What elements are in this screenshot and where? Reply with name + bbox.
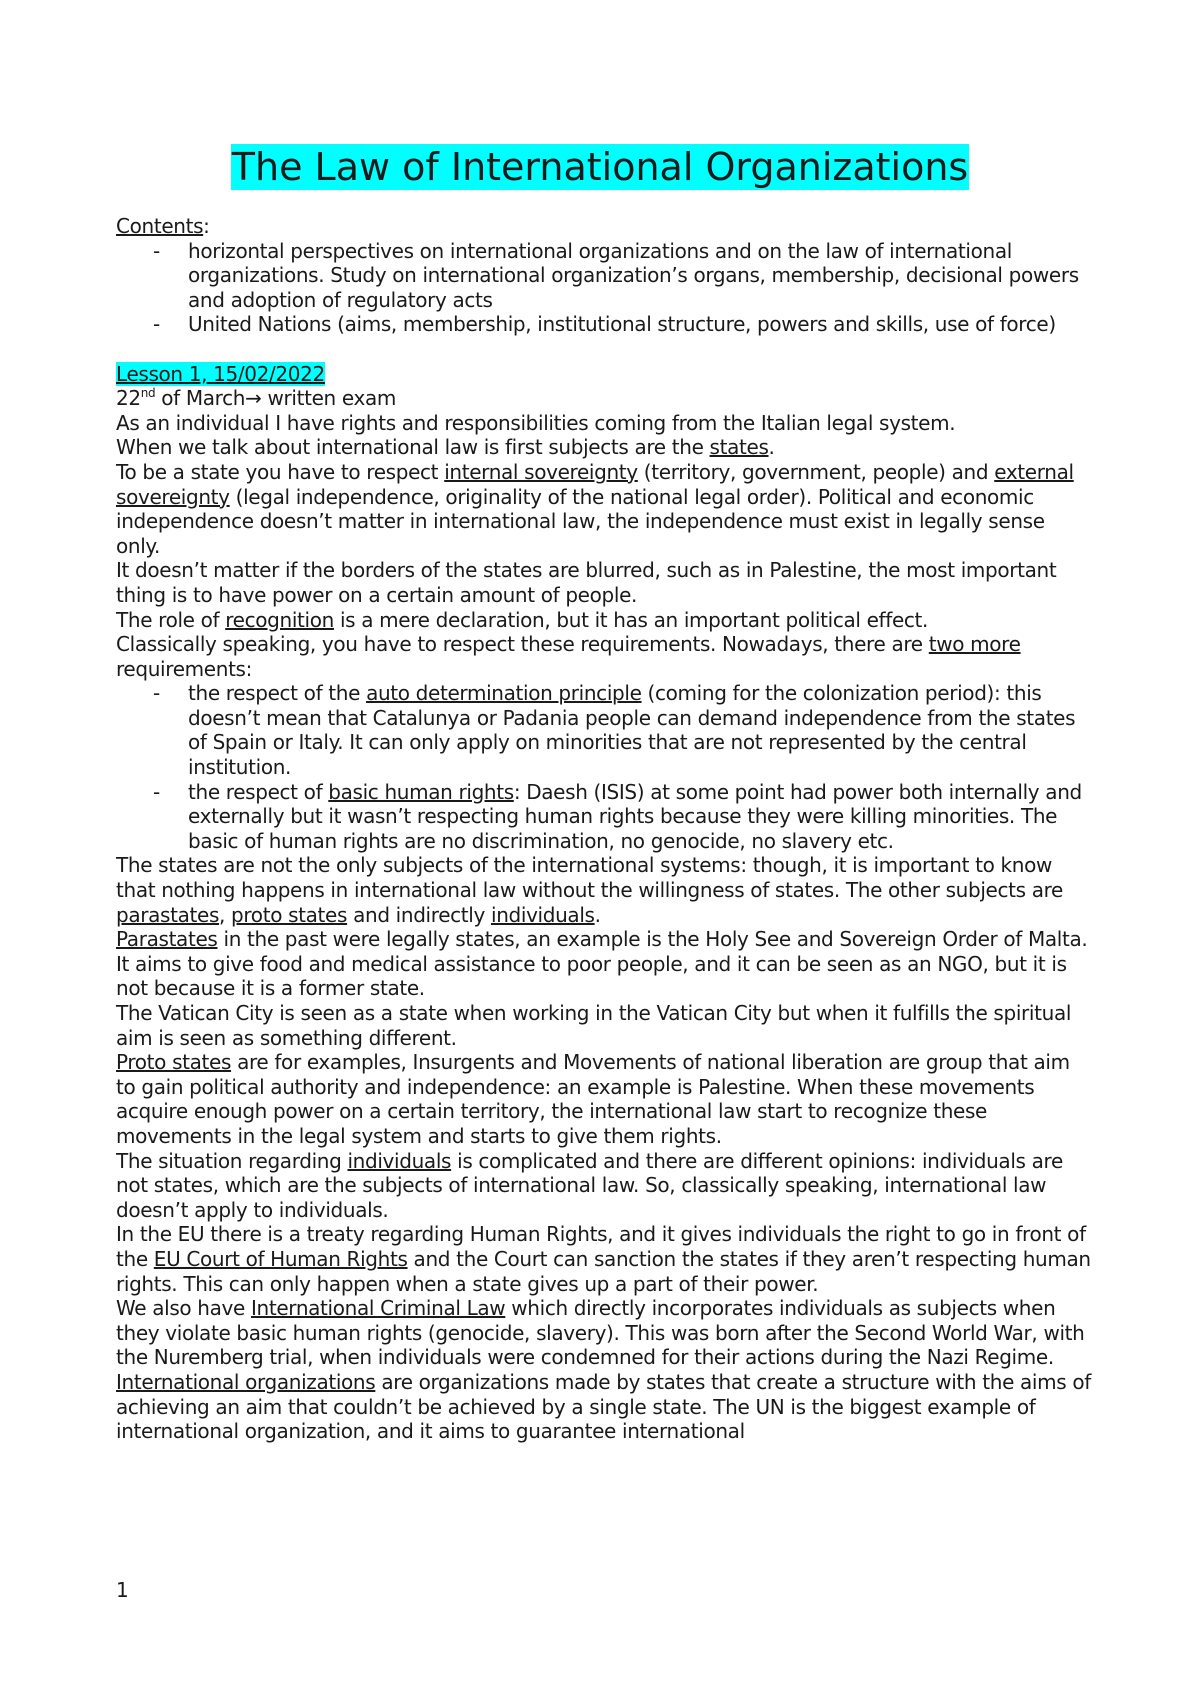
underlined-term: basic human rights [328, 779, 514, 804]
text-run: is complicated and there are different opinions: individuals are not states, which are the subjects of international law. So, classically speaking, international law doesn’t apply to individuals. [116, 1148, 1063, 1222]
list-item [116, 681, 1091, 779]
exam-text: of March→ written exam [155, 386, 396, 411]
text-run: and indirectly [347, 902, 491, 927]
list-item: - horizontal perspectives on international organizations and on the law of international organizations. Study on international organization’s organs, membership, decisional powers and adoption of regulatory acts [116, 239, 1091, 313]
text-run: The role of [116, 607, 226, 632]
text-run: In the EU there is a treaty regarding Human Rights, and it gives individuals the right to go in front of the [116, 1222, 1086, 1271]
paragraph-gap [116, 337, 1091, 362]
text-run: The situation regarding [116, 1148, 348, 1173]
paragraph [116, 435, 1091, 460]
text-run: and the Court can sanction the states if they aren’t respecting human rights. This can only happen when a state gives up a part of their power. [116, 1246, 1091, 1296]
underlined-term: Parastates [116, 927, 218, 952]
underlined-term: proto states [231, 902, 348, 927]
underlined-term: auto determination principle [366, 681, 642, 706]
underlined-term: Proto states [116, 1050, 232, 1075]
text-run: (coming for the colonization period): this doesn’t mean that Catalunya or Padania people can demand independence from the states of Spain or Italy. It can only apply on minorities that are not represented by the central institution. [188, 681, 1076, 780]
paragraph [116, 1050, 1091, 1148]
underlined-term: International Criminal Law [250, 1296, 506, 1321]
text-run: are for examples, Insurgents and Movements of national liberation are group that aim to gain political authority and independence: an example is Palestine. When these movements acquire enough power on a certain territory, the international law start to recognize these movements in the legal system and starts to give them rights. [116, 1050, 1070, 1148]
list-item [116, 780, 1091, 854]
underlined-term: recognition [225, 607, 334, 632]
text-run: , [219, 902, 232, 927]
text-run: Classically speaking, you have to respect these requirements. Nowadays, there are [116, 632, 929, 657]
exam-day-suffix: nd [140, 386, 156, 401]
title-wrapper [0, 144, 1200, 190]
text-run: When we talk about international law is first subjects are the [116, 435, 710, 460]
text-run: . [768, 435, 775, 460]
document-title: The Law of International Organizations [231, 145, 969, 189]
underlined-term: two more [928, 632, 1021, 657]
underlined-term: internal sovereignty [444, 459, 638, 484]
paragraph [116, 632, 1091, 681]
contents-list [116, 239, 1091, 337]
contents-heading-colon: : [203, 214, 210, 238]
document-body [116, 214, 1091, 1444]
paragraph [116, 460, 1091, 558]
underlined-term: individuals [347, 1148, 452, 1173]
text-run: is a mere declaration, but it has an important political effect. [333, 607, 929, 632]
text-run: (legal independence, originality of the national legal order). Political and economic independence doesn’t matter in international law, the independence must exist in legally sense only. [116, 484, 1045, 558]
paragraph [116, 1296, 1091, 1370]
paragraph: The Vatican City is seen as a state when working in the Vatican City but when it fulfills the spiritual aim is seen as something different. [116, 1001, 1072, 1050]
exam-day: 22 [116, 386, 141, 411]
paragraph [116, 608, 1091, 633]
paragraph [116, 853, 1091, 927]
paragraph [116, 927, 1091, 1001]
contents-heading-text: Contents [116, 214, 204, 238]
underlined-term: parastates [116, 902, 220, 927]
list-item: - United Nations (aims, membership, institutional structure, powers and skills, use of force) [116, 312, 1091, 337]
underlined-term: International organizations [116, 1369, 376, 1394]
exam-date-line [116, 386, 1091, 411]
text-run: . [594, 902, 601, 927]
text-run: To be a state you have to respect [116, 459, 445, 484]
lesson-heading [116, 362, 1091, 387]
text-run: The states are not the only subjects of the international systems: though, it is important to know that nothing happens in international law without the willingness of states. The other subjects are [116, 853, 1063, 903]
page-number: 1 [116, 1578, 129, 1602]
paragraph: As an individual I have rights and responsibilities coming from the Italian legal system. [116, 410, 956, 435]
text-run: We also have [116, 1296, 251, 1321]
text-run: in the past were legally states, an example is the Holy See and Sovereign Order of Malta. It aims to give food and medical assistance to poor people, and it can be seen as an NGO, but it is not because it is a former state. [116, 927, 1088, 1001]
lesson-heading-text: Lesson 1, 15/02/2022 [116, 361, 325, 386]
paragraph [116, 1149, 1091, 1223]
requirements-list [116, 681, 1091, 853]
paragraph [116, 1222, 1091, 1296]
underlined-term: EU Court of Human Rights [153, 1246, 408, 1271]
text-run: (territory, government, people) and [637, 459, 995, 484]
underlined-term: individuals [490, 902, 595, 927]
contents-heading [116, 214, 1091, 239]
text-run: the respect of [188, 779, 329, 804]
paragraph [116, 1370, 1091, 1444]
text-run: the respect of the [188, 681, 367, 706]
text-run: : Daesh (ISIS) at some point had power both internally and externally but it wasn’t respecting human rights because they were killing minorities. The basic of human rights are no discrimination, no genocide, no slavery etc. [188, 779, 1082, 853]
underlined-term: states [709, 435, 769, 460]
paragraph: It doesn’t matter if the borders of the states are blurred, such as in Palestine, the most important thing is to have power on a certain amount of people. [116, 558, 1057, 607]
text-run: requirements: [116, 656, 253, 681]
text-run: which directly incorporates individuals as subjects when they violate basic human rights (genocide, slavery). This was born after the Second World War, with the Nuremberg trial, when individuals were condemned for their actions during the Nazi Regime. [116, 1296, 1085, 1370]
text-run: are organizations made by states that create a structure with the aims of achieving an aim that couldn’t be achieved by a single state. The UN is the biggest example of international organization, and it aims to guarantee international [116, 1369, 1091, 1444]
underlined-term: external sovereignty [116, 459, 1074, 509]
